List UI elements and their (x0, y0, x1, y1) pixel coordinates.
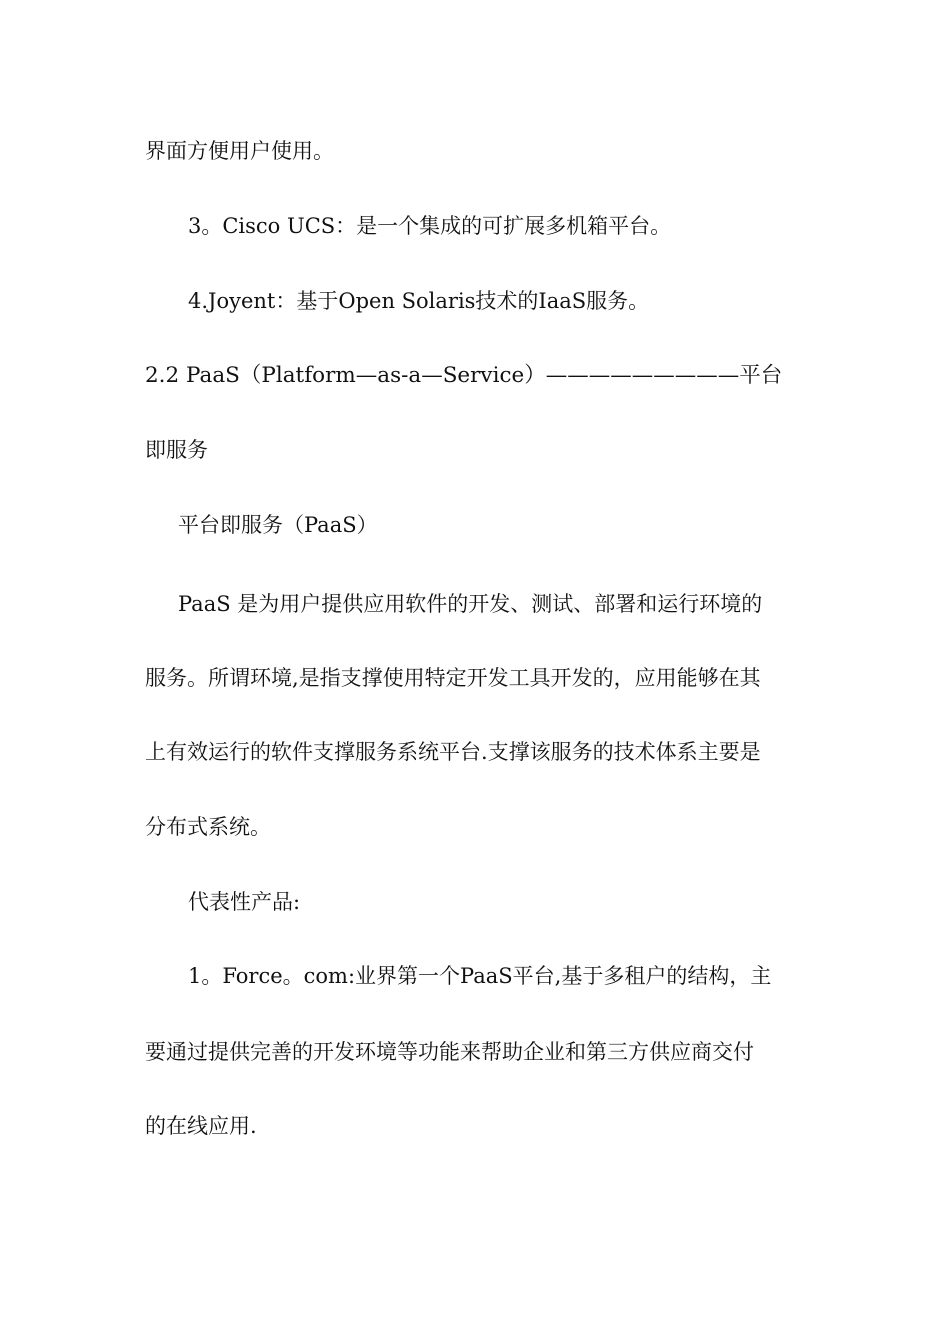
subheading: 平台即服务（PaaS） (178, 513, 378, 537)
list-item-joyent: 4.Joyent：基于Open Solaris技术的IaaS服务。 (188, 289, 650, 313)
paragraph-line: 分布式系统。 (145, 815, 271, 839)
paragraph-line: 服务。所谓环境,是指支撑使用特定开发工具开发的，应用能够在其 (145, 666, 761, 690)
paragraph-line: 代表性产品: (188, 890, 301, 914)
list-item-cisco-ucs: 3。Cisco UCS：是一个集成的可扩展多机箱平台。 (188, 214, 672, 238)
paragraph-line: 要通过提供完善的开发环境等功能来帮助企业和第三方供应商交付 (145, 1040, 754, 1064)
paragraph-line: PaaS 是为用户提供应用软件的开发、测试、部署和运行环境的 (178, 592, 763, 616)
section-heading-continuation: 即服务 (145, 438, 208, 462)
paragraph-line: 上有效运行的软件支撑服务系统平台.支撑该服务的技术体系主要是 (145, 740, 761, 764)
section-heading: 2.2 PaaS（Platform—as-a—Service）—————————平台 (145, 363, 783, 388)
list-item-force-com: 1。Force。com:业界第一个PaaS平台,基于多租户的结构，主 (188, 964, 772, 988)
paragraph-line: 界面方便用户使用。 (145, 139, 334, 163)
paragraph-line: 的在线应用. (145, 1114, 257, 1138)
